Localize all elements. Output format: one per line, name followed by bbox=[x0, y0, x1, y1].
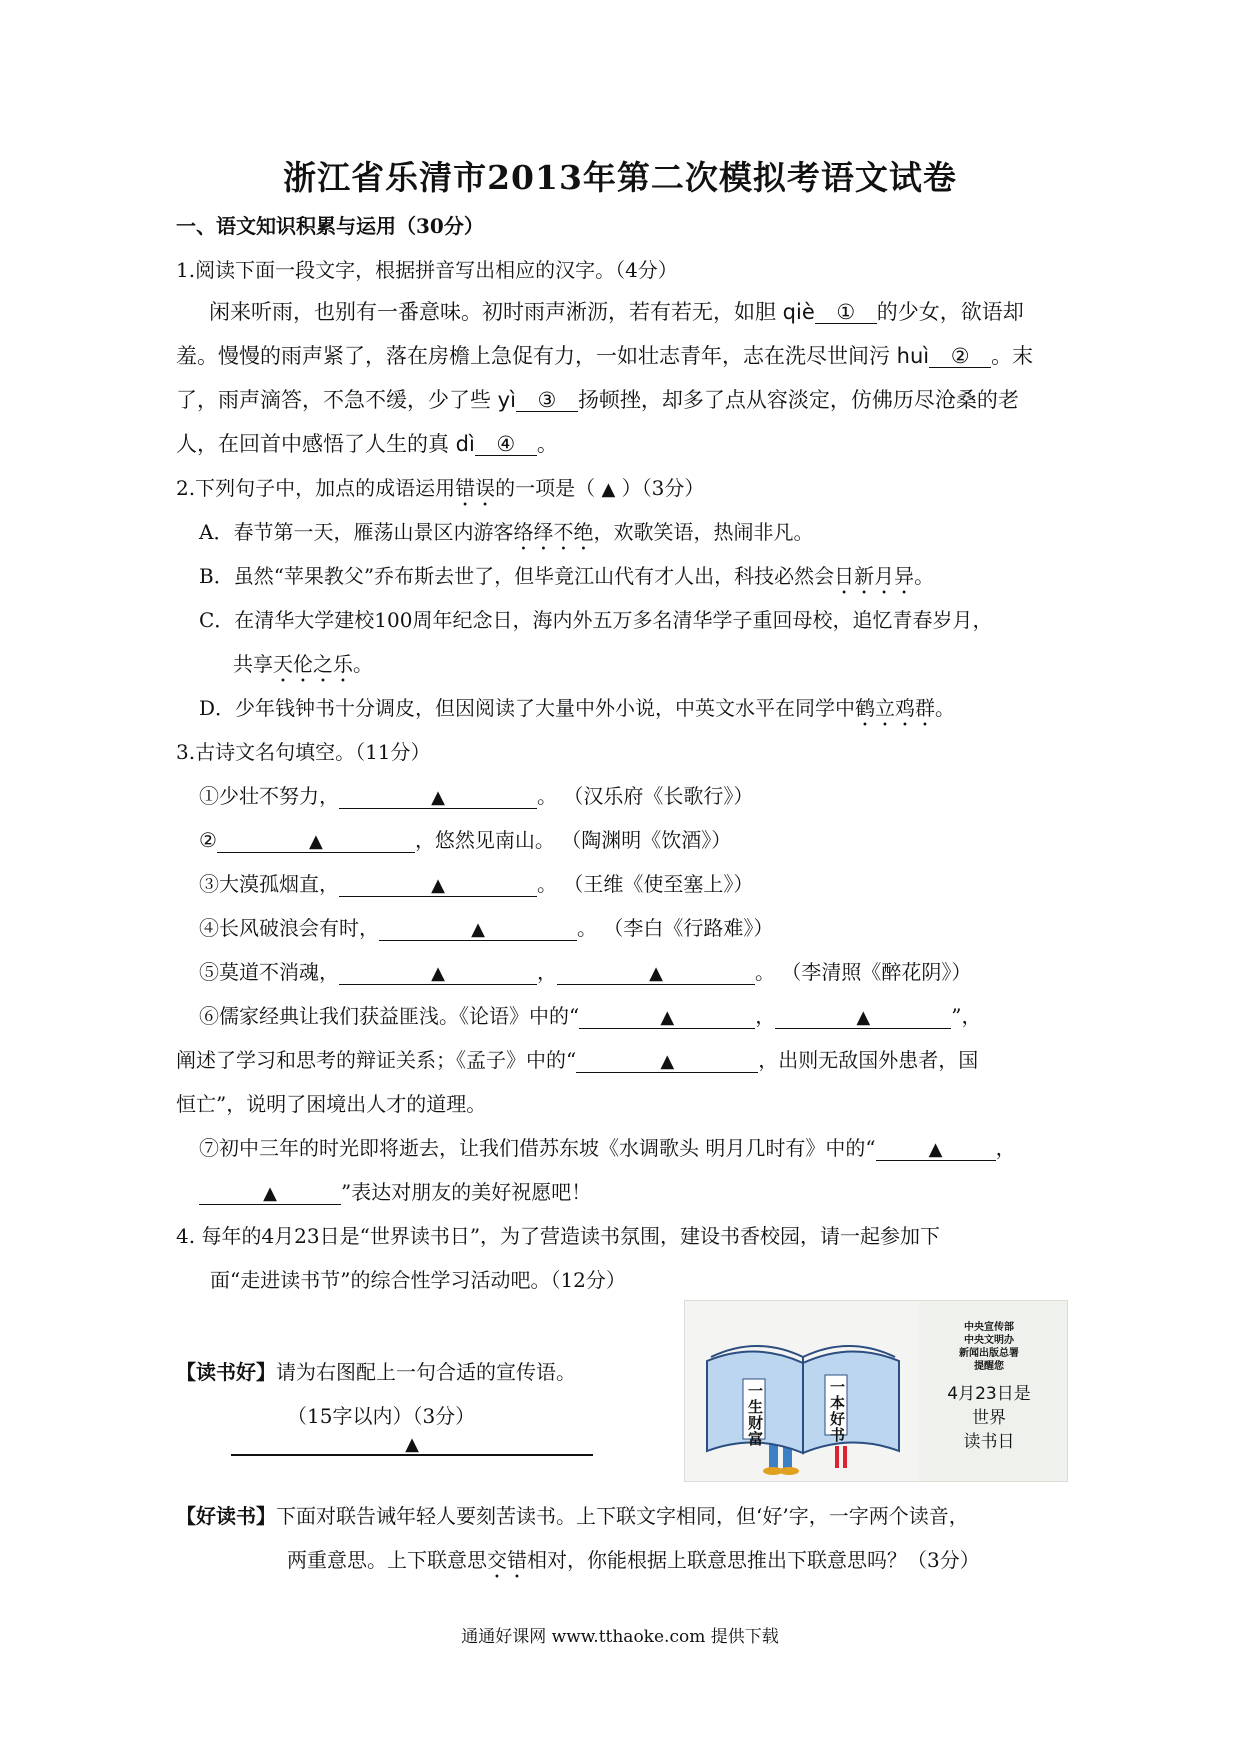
q1-blank-4[interactable]: ④ bbox=[475, 433, 537, 456]
q2-option-d[interactable]: D．少年钱钟书十分调皮，但因阅读了大量中外小说，中英文水平在同学中鹤立鸡群。 bbox=[199, 696, 956, 720]
q1-blank-2[interactable]: ② bbox=[929, 345, 991, 368]
question-2-prompt: 2.下列句子中，加点的成语运用错误的一项是（ ▲ ）（3分） bbox=[176, 476, 705, 500]
q3-item-6-cont: 阐述了学习和思考的辩证关系；《孟子》中的“ ▲ ，出则无敌国外患者，国 bbox=[176, 1048, 979, 1072]
q3-item-2: ② ▲ ，悠然见南山。 （陶渊明《饮酒》） bbox=[199, 828, 732, 852]
q3-blank[interactable]: ▲ bbox=[339, 786, 537, 809]
reading-day-poster: 中央宣传部 中央文明办 新闻出版总署 提醒您 4月23日是 世界 读书日 一生财富 一本好书 bbox=[684, 1300, 1068, 1482]
q2-option-a[interactable]: A．春节第一天，雁荡山景区内游客络绎不绝，欢歌笑语，热闹非凡。 bbox=[199, 520, 814, 544]
emphasis-cuowu: 错误 bbox=[455, 476, 496, 500]
q2-option-b[interactable]: B．虽然“苹果教父”乔布斯去世了，但毕竟江山代有才人出，科技必然会日新月异。 bbox=[199, 564, 935, 588]
q1-blank-1[interactable]: ① bbox=[815, 301, 877, 324]
q3-blank[interactable]: ▲ bbox=[579, 1006, 755, 1029]
haodushu-line-1: 【好读书】下面对联告诫年轻人要刻苦读书。上下联文字相同，但‘好’字，一字两个读音， bbox=[176, 1504, 969, 1528]
q1-line-2: 羞。慢慢的雨声紧了，落在房檐上急促有力，一如壮志青年，志在洗尽世间污 huì ② 。末 bbox=[176, 344, 1034, 368]
question-1-prompt: 1.阅读下面一段文字，根据拼音写出相应的汉字。（4分） bbox=[176, 258, 678, 282]
q1-blank-3[interactable]: ③ bbox=[516, 389, 578, 412]
q3-blank[interactable]: ▲ bbox=[339, 962, 537, 985]
left-page-label: 一生财富 bbox=[746, 1383, 764, 1447]
q1-line-1: 闲来听雨，也别有一番意味。初时雨声淅沥，若有若无，如胆 qiè ① 的少女，欲语却 bbox=[209, 300, 1024, 324]
q3-item-7-cont: ▲ ”表达对朋友的美好祝愿吧！ bbox=[199, 1176, 591, 1205]
page-footer: 通通好课网 www.tthaoke.com 提供下载 bbox=[461, 1627, 779, 1647]
q3-blank[interactable]: ▲ bbox=[217, 830, 415, 853]
page-title: 浙江省乐清市2013年第二次模拟考语文试卷 bbox=[283, 158, 957, 197]
right-page-label: 一本好书 bbox=[828, 1379, 846, 1443]
q3-blank[interactable]: ▲ bbox=[557, 962, 755, 985]
q3-item-6-end: 恒亡”，说明了困境出人才的道理。 bbox=[176, 1092, 487, 1116]
q3-item-3: ③大漠孤烟直， ▲ 。 （王维《使至塞上》） bbox=[199, 872, 754, 896]
q3-item-7: ⑦初中三年的时光即将逝去，让我们借苏东坡《水调歌头 明月几时有》中的“ ▲ ， bbox=[199, 1136, 1016, 1160]
q3-blank[interactable]: ▲ bbox=[775, 1006, 951, 1029]
answer-triangle[interactable]: ▲ bbox=[601, 479, 616, 500]
haodushu-line-2: 两重意思。上下联意思交错相对，你能根据上联意思推出下联意思吗？（3分） bbox=[287, 1548, 980, 1572]
q1-line-3: 了，雨声滴答，不急不缓，少了些 yì ③ 扬顿挫，却多了点从容淡定，仿佛历尽沧桑的老 bbox=[176, 388, 1019, 412]
q3-item-4: ④长风破浪会有时， ▲ 。 （李白《行路难》） bbox=[199, 916, 774, 940]
q3-blank[interactable]: ▲ bbox=[379, 918, 577, 941]
q3-blank[interactable]: ▲ bbox=[876, 1138, 996, 1161]
q3-item-1: ①少壮不努力， ▲ 。 （汉乐府《长歌行》） bbox=[199, 784, 754, 808]
dushuhao-line: 【读书好】请为右图配上一句合适的宣传语。 bbox=[176, 1360, 576, 1384]
q1-line-4: 人，在回首中感悟了人生的真 dì ④ 。 bbox=[176, 432, 558, 456]
section-heading: 一、语文知识积累与运用（30分） bbox=[176, 214, 484, 238]
question-4-line-1: 4. 每年的4月23日是“世界读书日”，为了营造读书氛围，建设书香校园，请一起参加下 bbox=[176, 1224, 941, 1248]
question-4-line-2: 面“走进读书节”的综合性学习活动吧。（12分） bbox=[210, 1268, 626, 1292]
q3-item-5: ⑤莫道不消魂， ▲ ， ▲ 。 （李清照《醉花阴》） bbox=[199, 960, 972, 984]
dushuhao-answer-blank[interactable]: ▲ bbox=[231, 1436, 593, 1456]
q2-option-c[interactable]: C．在清华大学建校100周年纪念日，海内外五万多名清华学子重回母校，追忆青春岁月， bbox=[199, 608, 993, 632]
q3-blank[interactable]: ▲ bbox=[199, 1182, 341, 1205]
q3-item-6: ⑥儒家经典让我们获益匪浅。《论语》中的“ ▲ ， ▲ ”， bbox=[199, 1004, 982, 1028]
q3-blank[interactable]: ▲ bbox=[339, 874, 537, 897]
question-3-prompt: 3.古诗文名句填空。（11分） bbox=[176, 740, 431, 764]
dushuhao-limit: （15字以内）（3分） bbox=[287, 1404, 476, 1428]
q2-option-c-cont: 共享天伦之乐。 bbox=[233, 652, 373, 676]
q3-blank[interactable]: ▲ bbox=[576, 1050, 758, 1073]
open-book-icon bbox=[685, 1301, 921, 1481]
